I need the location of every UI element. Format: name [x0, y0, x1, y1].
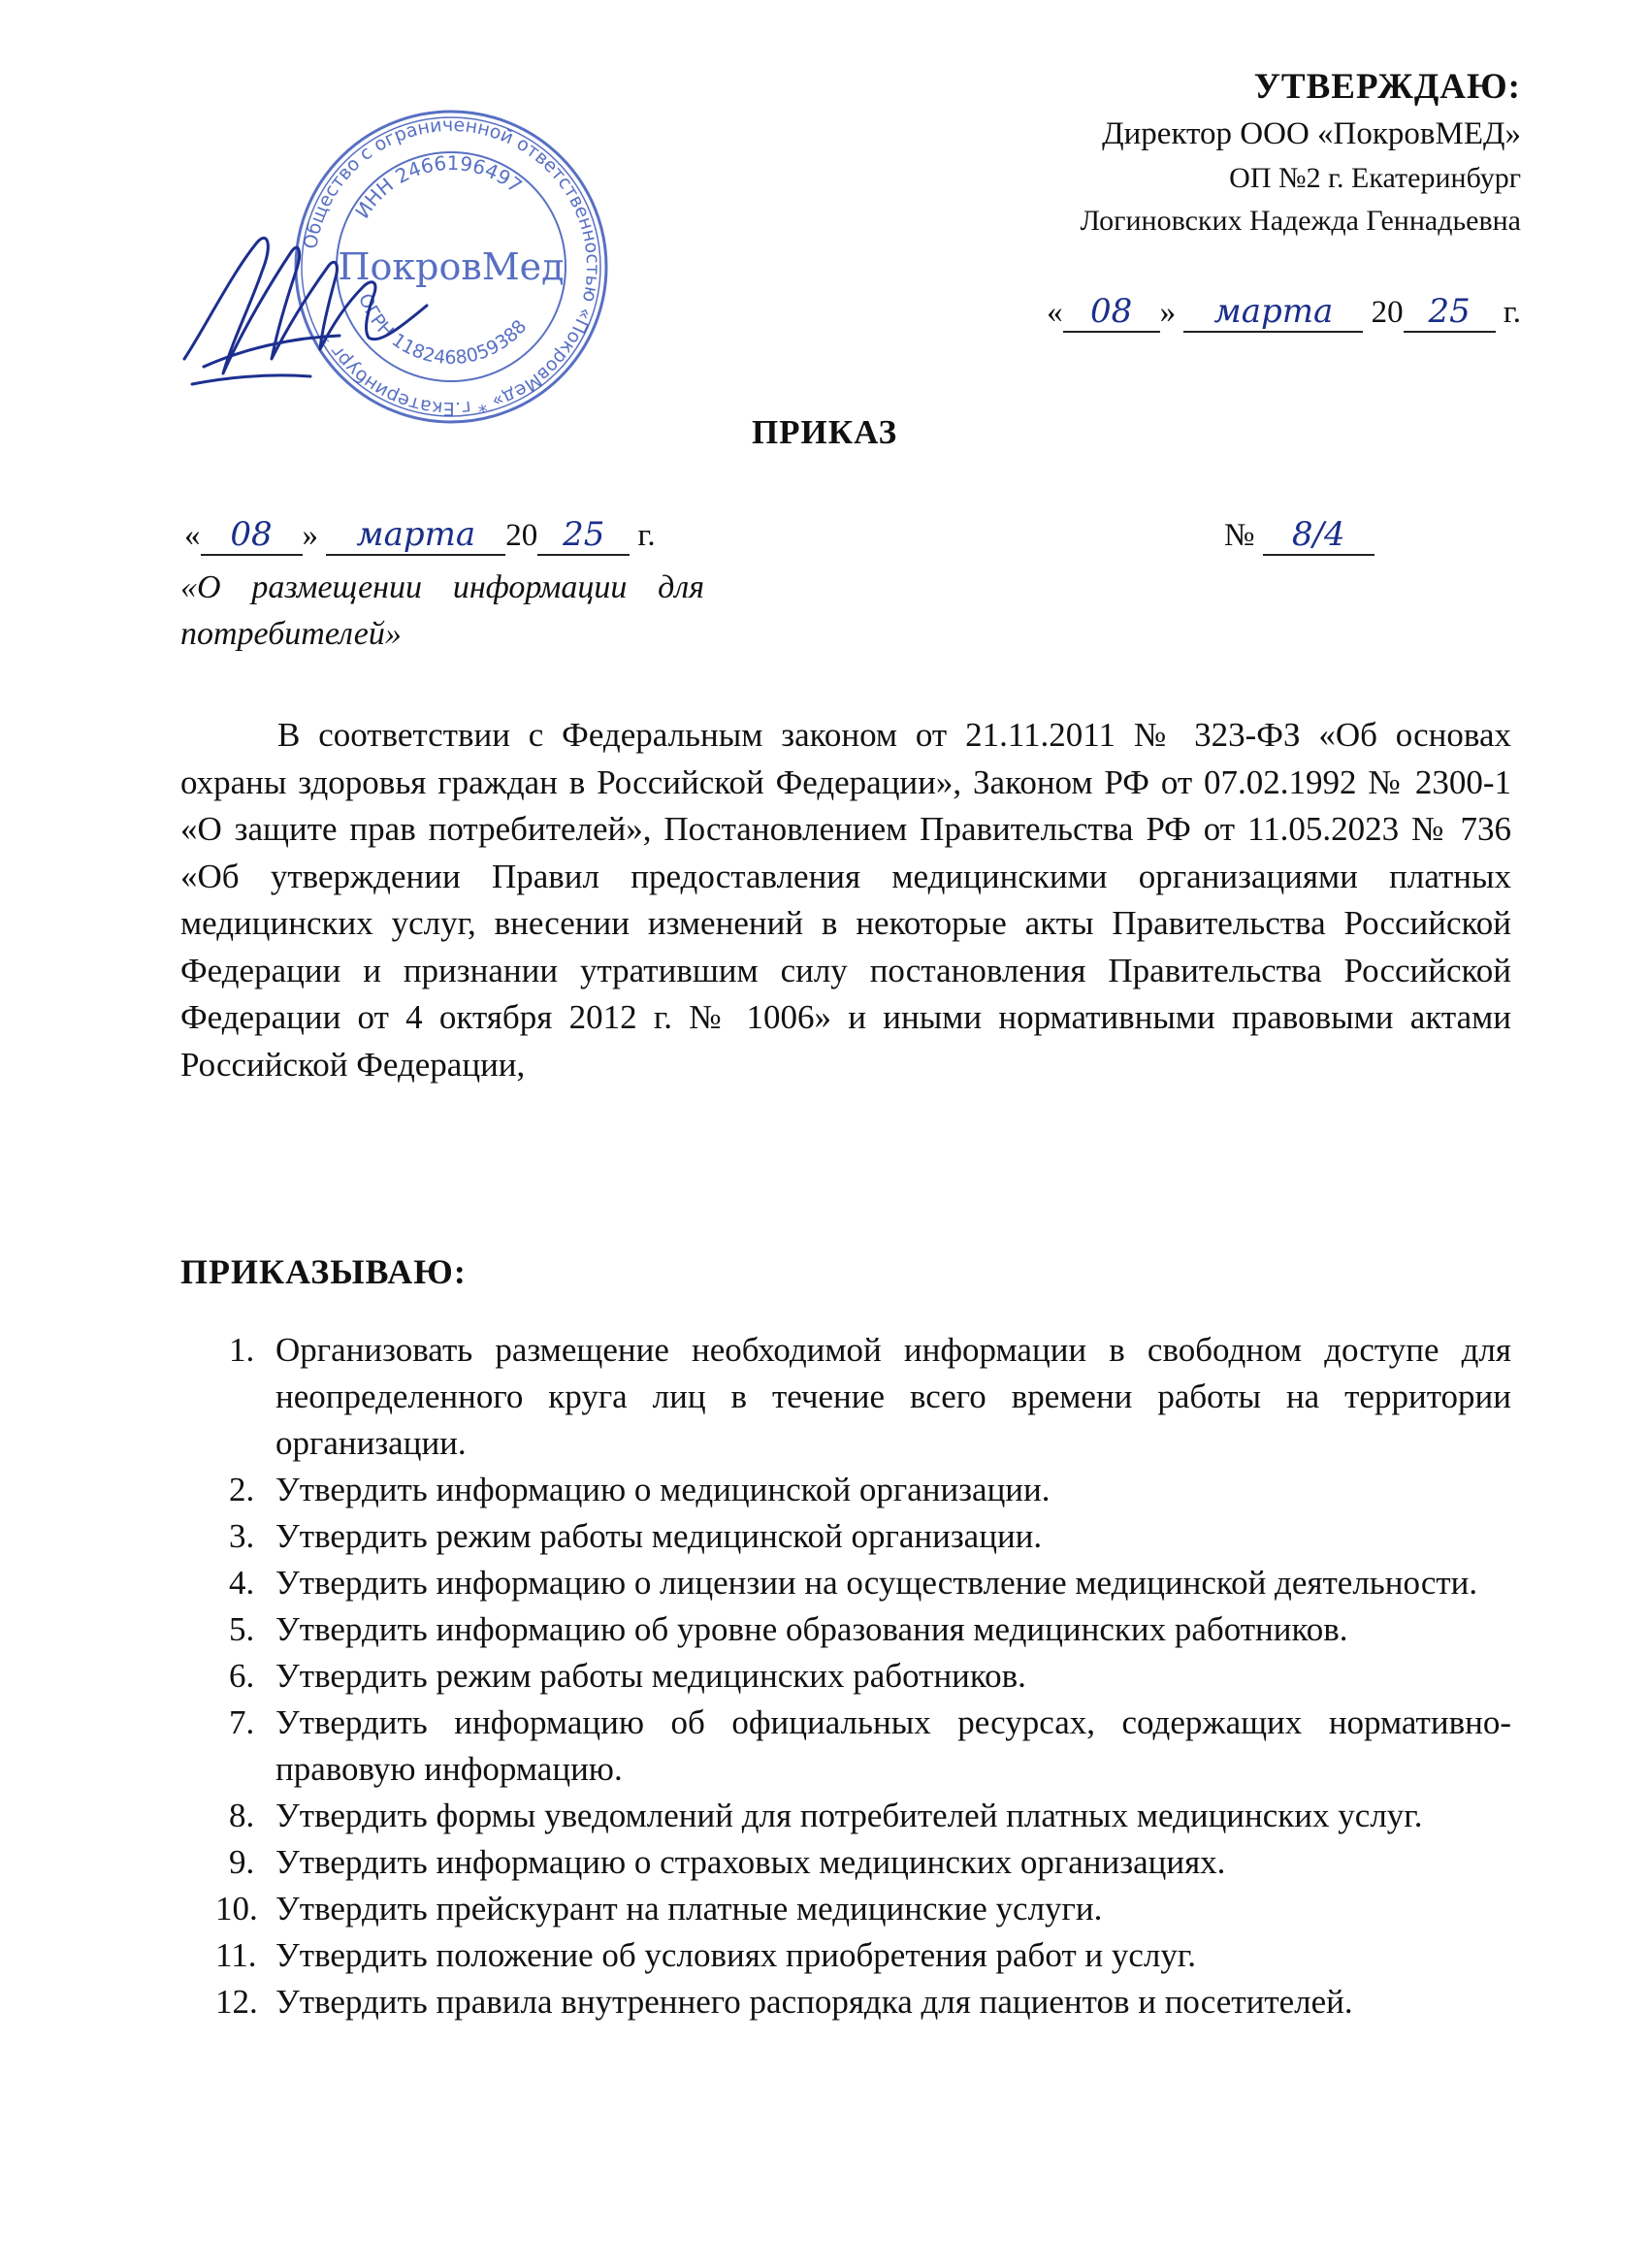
- list-item: [180, 1886, 1511, 1932]
- list-item: [180, 1839, 1511, 1886]
- item-text: Утвердить информацию об официальных ресурсах, содержащих нормативно-правовую информацию.: [275, 1703, 1511, 1788]
- item-number: 5.: [229, 1610, 255, 1648]
- list-item: [180, 1606, 1511, 1653]
- svg-text:ИНН 2466196497: [350, 151, 527, 223]
- order-date-year-prefix: 20: [505, 518, 538, 553]
- list-item: [180, 1560, 1511, 1606]
- date-open-quote: «: [1047, 295, 1063, 330]
- list-item: [180, 1467, 1511, 1513]
- order-date: [184, 514, 656, 557]
- item-number: 4.: [229, 1564, 255, 1602]
- item-number: 6.: [229, 1657, 255, 1695]
- preamble-text: В соответствии с Федеральным законом от 21.11.2011 № 323-ФЗ «Об основах охраны здоровья граждан в Российской Федерации», Законом РФ от 07.02.1992 № 2300-1 «О защите прав потребителей», Постановлением Правительства РФ от 11.05.2023 № 736 «Об утверждении Правил предоставления медицинскими организациями платных медицинских услуг, внесении изменений в некоторые акты Правительства Российской Федерации и признании утратившим силу постановления Правительства Российской Федерации от 4 октября 2012 г. № 1006» и иными нормативными правовыми актами Российской Федерации,: [180, 716, 1511, 1084]
- order-date-suffix: г.: [637, 518, 656, 553]
- item-text: Утвердить прейскурант на платные медицинские услуги.: [275, 1890, 1103, 1928]
- item-number: 11.: [215, 1936, 257, 1974]
- item-number: 12.: [215, 1983, 258, 2021]
- stamp-outer-text: Общество с ограниченной ответственностью «ПокровМед» * г.Екатеринбург *: [300, 113, 604, 420]
- approval-name: Логиновских Надежда Геннадьевна: [1080, 205, 1521, 237]
- document-title: ПРИКАЗ: [751, 413, 898, 451]
- order-items-list: [180, 1327, 1511, 2025]
- list-item: [180, 1932, 1511, 1979]
- order-subject: «О размещении информации для потребителей»: [180, 569, 704, 652]
- director-signature: [165, 213, 446, 398]
- stamp-center: ПокровМед: [338, 245, 565, 288]
- item-number: 10.: [215, 1890, 258, 1928]
- order-date-day: 08: [201, 515, 303, 556]
- list-item: [180, 1700, 1511, 1793]
- order-date-month: марта: [326, 515, 505, 556]
- item-text: Утвердить информацию о лицензии на осуществление медицинской деятельности.: [275, 1564, 1478, 1602]
- item-text: Утвердить формы уведомлений для потребителей платных медицинских услуг.: [275, 1797, 1423, 1834]
- item-text: Утвердить режим работы медицинской организации.: [275, 1517, 1043, 1555]
- item-number: 8.: [229, 1797, 255, 1834]
- approval-date-day: 08: [1063, 292, 1160, 333]
- list-item: [180, 1793, 1511, 1839]
- stamp-ogrn: ОГРН 1182468059388: [354, 290, 532, 369]
- date-suffix: г.: [1503, 295, 1521, 330]
- approval-date-year: 25: [1404, 292, 1496, 333]
- item-text: Утвердить информацию о страховых медицинских организациях.: [275, 1843, 1226, 1881]
- approval-block: [1081, 64, 1521, 243]
- order-date-open-quote: «: [184, 518, 201, 553]
- order-number-value: 8/4: [1263, 515, 1374, 556]
- item-number: 1.: [229, 1331, 255, 1369]
- approval-title: УТВЕРЖДАЮ:: [1253, 67, 1521, 107]
- approval-date-month: марта: [1183, 292, 1363, 333]
- item-text: Утвердить режим работы медицинских работников.: [275, 1657, 1026, 1695]
- item-text: Утвердить положение об условиях приобретения работ и услуг.: [275, 1936, 1197, 1974]
- date-year-prefix: 20: [1371, 295, 1404, 330]
- item-text: Организовать размещение необходимой информации в свободном доступе для неопределенного круга лиц в течение всего времени работы на территории организации.: [275, 1331, 1511, 1462]
- stamp-inn: ИНН 2466196497: [350, 150, 527, 223]
- order-number: [1224, 514, 1374, 557]
- order-date-close-quote: »: [302, 518, 318, 553]
- order-heading: ПРИКАЗЫВАЮ:: [180, 1252, 467, 1291]
- list-item: [180, 1653, 1511, 1700]
- list-item: [180, 1979, 1511, 2025]
- list-item: [180, 1327, 1511, 1467]
- order-date-year: 25: [537, 515, 630, 556]
- item-number: 7.: [229, 1703, 255, 1741]
- item-number: 9.: [229, 1843, 255, 1881]
- list-item: [180, 1513, 1511, 1560]
- approval-date: [1047, 291, 1521, 334]
- item-text: Утвердить информацию о медицинской организации.: [275, 1471, 1051, 1508]
- item-number: 3.: [229, 1517, 255, 1555]
- item-text: Утвердить правила внутреннего распорядка для пациентов и посетителей.: [275, 1983, 1353, 2021]
- approval-branch: ОП №2 г. Екатеринбург: [1229, 162, 1521, 194]
- item-text: Утвердить информацию об уровне образования медицинских работников.: [275, 1610, 1348, 1648]
- approval-director: Директор ООО «ПокровМЕД»: [1102, 116, 1521, 151]
- item-number: 2.: [229, 1471, 255, 1508]
- date-close-quote: »: [1159, 295, 1177, 330]
- order-number-label: №: [1224, 518, 1255, 553]
